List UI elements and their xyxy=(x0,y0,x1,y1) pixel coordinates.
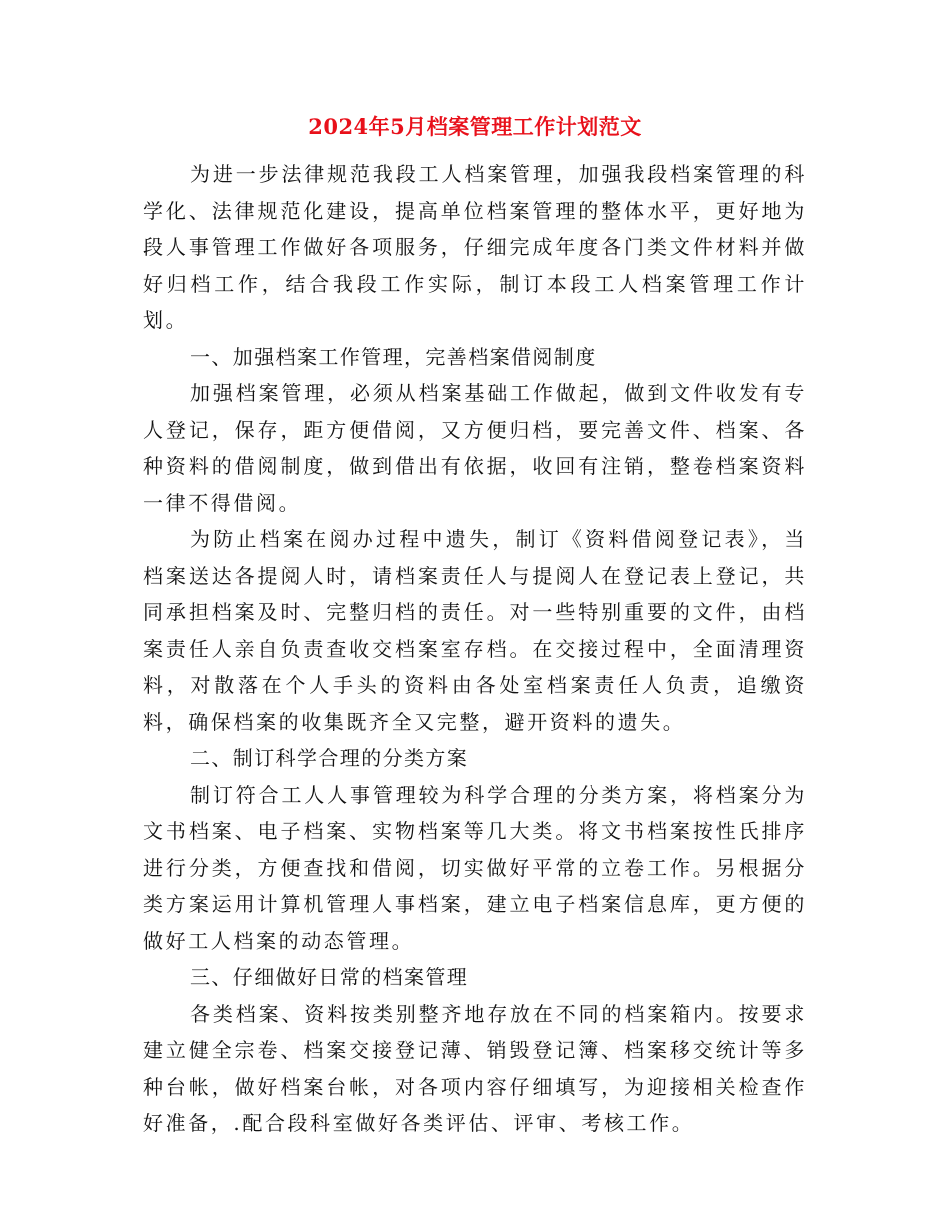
body-paragraph: 制订符合工人人事管理较为科学合理的分类方案，将档案分为文书档案、电子档案、实物档案等几大类。将文书档案按性氏排序进行分类，方便查找和借阅，切实做好平常的立卷工作。另根据分类方案运用计算机管理人事档案，建立电子档案信息库，更方便的做好工人档案的动态管理。 xyxy=(143,782,807,953)
body-paragraph: 各类档案、资料按类别整齐地存放在不同的档案箱内。按要求建立健全宗卷、档案交接登记薄、销毁登记簿、档案移交统计等多种台帐，做好档案台帐，对各项内容仔细填写，为迎接相关检查作好准备，.配合段科室做好各类评估、评审、考核工作。 xyxy=(143,1001,807,1135)
document-body xyxy=(143,156,807,1142)
body-paragraph: 加强档案管理，必须从档案基础工作做起，做到文件收发有专人登记，保存，距方便借阅，又方便归档，要完善文件、档案、各种资料的借阅制度，做到借出有依据，收回有注销，整卷档案资料一律不得借阅。 xyxy=(143,381,807,515)
document-title: 2024年5月档案管理工作计划范文 xyxy=(308,114,642,139)
section-heading-3: 三、仔细做好日常的档案管理 xyxy=(190,965,469,989)
intro-paragraph: 为进一步法律规范我段工人档案管理，加强我段档案管理的科学化、法律规范化建设，提高单位档案管理的整体水平，更好地为段人事管理工作做好各项服务，仔细完成年度各门类文件材料并做好归档工作，结合我段工作实际，制订本段工人档案管理工作计划。 xyxy=(143,162,807,332)
section-heading-2: 二、制订科学合理的分类方案 xyxy=(190,746,469,770)
section-heading-1: 一、加强档案工作管理，完善档案借阅制度 xyxy=(190,344,597,369)
body-paragraph: 为防止档案在阅办过程中遗失，制订《资料借阅登记表》，当档案送达各提阅人时，请档案责任人与提阅人在登记表上登记，共同承担档案及时、完整归档的责任。对一些特别重要的文件，由档案责任人亲自负责查收交档案室存档。在交接过程中，全面清理资料，对散落在个人手头的资料由各处室档案责任人负责，追缴资料，确保档案的收集既齐全又完整，避开资料的遗失。 xyxy=(143,527,807,734)
